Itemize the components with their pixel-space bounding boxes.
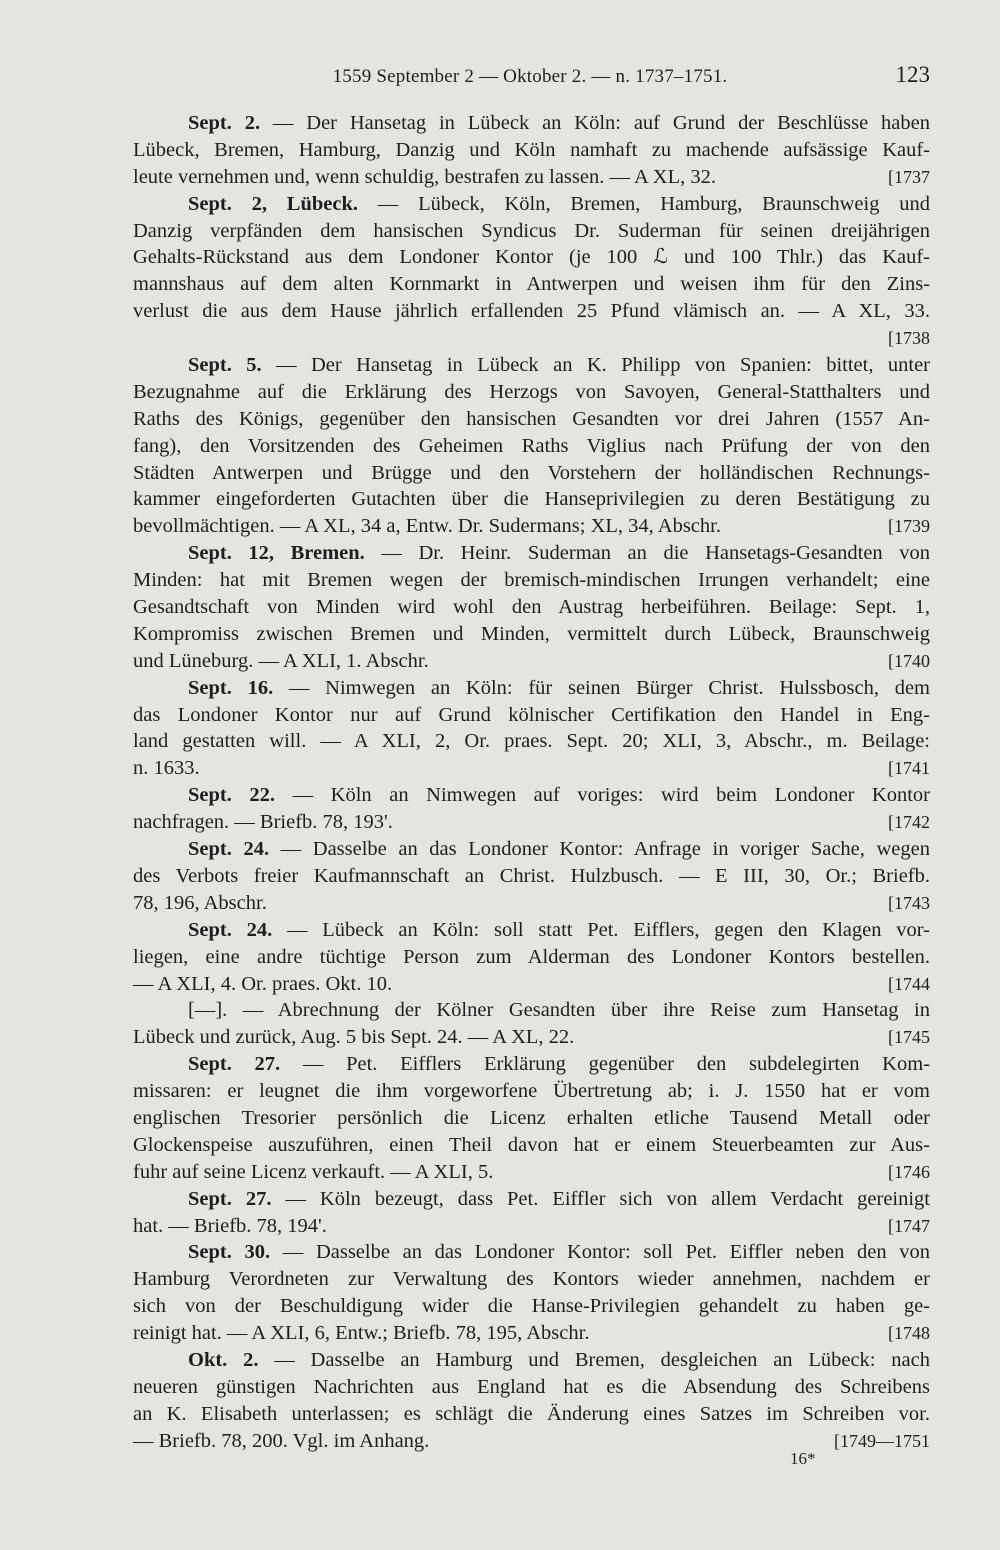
entry-text: — Dr. Heinr. Suderman an die Hansetags-Gesandten von xyxy=(364,542,930,565)
entry-date: Sept. 27. xyxy=(188,1187,272,1210)
entry-line xyxy=(133,1347,930,1374)
regest-entry xyxy=(133,1186,930,1240)
regest-entry xyxy=(133,836,930,917)
regest-entry xyxy=(133,352,930,540)
entry-line xyxy=(133,110,930,137)
entry-line xyxy=(133,809,930,836)
entry-number: [1743 xyxy=(888,892,930,913)
entry-number: [1746 xyxy=(888,1161,930,1182)
entry-text: Gehalts-Rückstand aus dem Londoner Kontor (je 100 ℒ und 100 Thlr.) das Kauf- xyxy=(133,246,930,269)
regest-entry xyxy=(133,1051,930,1185)
entry-line xyxy=(133,648,930,675)
entry-line xyxy=(133,460,930,487)
entry-line xyxy=(133,352,930,379)
entry-text: neueren günstigen Nachrichten aus England hat es die Absendung des Schreibens xyxy=(133,1375,930,1398)
entry-date: Sept. 12, Bremen. xyxy=(188,542,365,565)
regest-entry xyxy=(133,1239,930,1347)
entry-text: — A XLI, 4. Or. praes. Okt. 10. xyxy=(133,972,393,995)
entry-text: mannshaus auf dem alten Kornmarkt in Antwerpen und weisen ihm für den Zins- xyxy=(133,273,930,296)
entry-text: reinigt hat. — A XLI, 6, Entw.; Briefb. 78, 195, Abschr. xyxy=(133,1322,590,1345)
entry-text: Städten Antwerpen und Brügge und den Vorstehern der holländischen Rechnungs- xyxy=(133,461,930,484)
entry-text: Lübeck und zurück, Aug. 5 bis Sept. 24. — A XL, 22. xyxy=(133,1026,575,1049)
entry-text: Danzig verpfänden dem hansischen Syndicus Dr. Suderman für seinen dreijährigen xyxy=(133,219,930,242)
entry-text: — Der Hansetag in Lübeck an K. Philipp von Spanien: bittet, unter xyxy=(261,354,930,377)
entry-line xyxy=(133,1024,930,1051)
entry-line xyxy=(133,1401,930,1428)
entry-line xyxy=(133,755,930,782)
entry-line xyxy=(133,917,930,944)
entry-text: n. 1633. xyxy=(133,757,200,780)
entry-line xyxy=(133,728,930,755)
entry-date: Sept. 2. xyxy=(188,112,261,134)
entry-line xyxy=(133,1159,930,1186)
printer-signature: 16* xyxy=(790,1449,816,1468)
entry-line xyxy=(133,675,930,702)
entry-text: Hamburg Verordneten zur Verwaltung des Kontors wieder annehmen, nachdem er xyxy=(133,1268,930,1291)
entry-text: leute vernehmen und, wenn schuldig, bestrafen zu lassen. — A XL, 32. xyxy=(133,165,716,188)
entry-line xyxy=(133,218,930,245)
entry-text: Bezugnahme auf die Erklärung des Herzogs von Savoyen, General-Statthalters und xyxy=(133,380,930,403)
entry-text: Lübeck, Bremen, Hamburg, Danzig und Köln namhaft zu machende aufsässige Kauf- xyxy=(133,138,930,161)
entry-number: [1742 xyxy=(888,812,930,833)
regest-entry xyxy=(133,675,930,783)
entry-text: englischen Tresorier persönlich die Licenz erhalten etliche Tausend Metall oder xyxy=(133,1106,930,1129)
entry-text: Kompromiss zwischen Bremen und Minden, vermittelt durch Lübeck, Braunschweig xyxy=(133,622,930,645)
entry-line xyxy=(133,244,930,271)
entry-line xyxy=(133,594,930,621)
regest-entry xyxy=(133,917,930,998)
entry-line xyxy=(133,540,930,567)
entry-number: [1747 xyxy=(888,1215,930,1236)
entry-line xyxy=(133,567,930,594)
entry-text: — Köln bezeugt, dass Pet. Eiffler sich von allem Verdacht gereinigt xyxy=(271,1187,931,1210)
entry-line xyxy=(133,513,930,540)
entry-text: fang), den Vorsitzenden des Geheimen Raths Viglius nach Prüfung der von den xyxy=(133,434,930,457)
running-head: 1559 September 2 — Oktober 2. — n. 1737–1751. xyxy=(332,66,728,87)
entry-text: verlust die aus dem Hause jährlich erfallenden 25 Pfund vlämisch an. — A XL, 33. xyxy=(133,300,930,323)
entry-number: [1741 xyxy=(888,758,930,779)
entry-text: [—]. — Abrechnung der Kölner Gesandten über ihre Reise zum Hansetag in xyxy=(188,999,930,1022)
regest-entry xyxy=(133,997,930,1051)
entry-line xyxy=(133,890,930,917)
entry-number: [1738 xyxy=(888,328,930,349)
entry-date: Sept. 22. xyxy=(188,784,276,807)
entry-text: — Lübeck an Köln: soll statt Pet. Eifflers, gegen den Klagen vor- xyxy=(272,918,930,941)
entry-text: das Londoner Kontor nur auf Grund kölnischer Certifikation den Handel in Eng- xyxy=(133,703,930,726)
entry-line xyxy=(133,137,930,164)
entry-text: land gestatten will. — A XLI, 2, Or. praes. Sept. 20; XLI, 3, Abschr., m. Beilage: xyxy=(133,730,930,753)
entry-line xyxy=(133,1293,930,1320)
entry-line xyxy=(133,325,930,352)
entry-line xyxy=(133,379,930,406)
entry-number: [1740 xyxy=(888,650,930,671)
entry-line xyxy=(133,1186,930,1213)
entry-text: kammer eingeforderten Gutachten über die Hanseprivilegien zu deren Bestätigung zu xyxy=(133,488,930,511)
entry-date: Sept. 24. xyxy=(188,918,273,941)
entry-number: [1737 xyxy=(888,166,930,187)
entry-date: Sept. 5. xyxy=(188,354,262,377)
entry-text: — Nimwegen an Köln: für seinen Bürger Christ. Hulssbosch, dem xyxy=(273,676,930,699)
entry-text: Raths des Königs, gegenüber den hansischen Gesandten vor drei Jahren (1557 An- xyxy=(133,407,930,430)
regest-entry xyxy=(133,1347,930,1455)
entry-line xyxy=(133,1213,930,1240)
page-number: 123 xyxy=(895,62,930,87)
entry-date: Okt. 2. xyxy=(188,1348,259,1371)
entry-number: [1744 xyxy=(888,973,930,994)
entry-line xyxy=(133,1105,930,1132)
entry-line xyxy=(133,1078,930,1105)
entry-line xyxy=(133,1051,930,1078)
entry-line xyxy=(133,1266,930,1293)
document-body xyxy=(133,110,930,1455)
entry-line xyxy=(133,836,930,863)
entry-date: Sept. 2, Lübeck. xyxy=(188,192,359,215)
entry-text: Gesandtschaft von Minden wird wohl den Austrag herbeiführen. Beilage: Sept. 1, xyxy=(133,596,930,619)
entry-text: sich von der Beschuldigung wider die Hanse-Privilegien gehandelt zu haben ge- xyxy=(133,1295,930,1318)
entry-line xyxy=(133,971,930,998)
entry-line xyxy=(133,1320,930,1347)
entry-text: — Dasselbe an das Londoner Kontor: soll Pet. Eiffler neben den von xyxy=(270,1241,930,1264)
entry-text: bevollmächtigen. — A XL, 34 a, Entw. Dr. Sudermans; XL, 34, Abschr. xyxy=(133,515,721,538)
entry-text: — Der Hansetag in Lübeck an Köln: auf Grund der Beschlüsse haben xyxy=(260,112,930,134)
entry-number: [1748 xyxy=(888,1323,930,1344)
entry-line xyxy=(133,863,930,890)
entry-text: und Lüneburg. — A XLI, 1. Abschr. xyxy=(133,649,429,672)
regest-entry xyxy=(133,540,930,674)
entry-line xyxy=(133,702,930,729)
entry-text: Minden: hat mit Bremen wegen der bremisch-mindischen Irrungen verhandelt; eine xyxy=(133,569,930,592)
entry-number: [1749—1751 xyxy=(834,1430,930,1451)
entry-text: 78, 196, Abschr. xyxy=(133,891,267,914)
entry-line xyxy=(133,997,930,1024)
entry-line xyxy=(133,191,930,218)
entry-text: nachfragen. — Briefb. 78, 193'. xyxy=(133,811,393,834)
entry-text: — Lübeck, Köln, Bremen, Hamburg, Braunschweig und xyxy=(358,192,930,215)
entry-number: [1745 xyxy=(888,1027,930,1048)
entry-line xyxy=(133,944,930,971)
entry-line xyxy=(133,433,930,460)
entry-line xyxy=(133,1374,930,1401)
entry-text: — Dasselbe an Hamburg und Bremen, desgleichen an Lübeck: nach xyxy=(258,1348,930,1371)
entry-date: Sept. 16. xyxy=(188,676,274,699)
entry-text: des Verbots freier Kaufmannschaft an Christ. Hulzbusch. — E III, 30, Or.; Briefb. xyxy=(133,864,930,887)
entry-text: Glockenspeise auszuführen, einen Theil davon hat er einem Steuerbeamten zur Aus- xyxy=(133,1133,930,1156)
entry-text: missaren: er leugnet die ihm vorgeworfene Übertretung ab; i. J. 1550 hat er vom xyxy=(133,1080,930,1103)
entry-date: Sept. 24. xyxy=(188,838,270,861)
entry-text: an K. Elisabeth unterlassen; es schlägt die Änderung eines Satzes im Schreiben vor. xyxy=(133,1402,930,1425)
entry-line xyxy=(133,406,930,433)
entry-line xyxy=(133,782,930,809)
entry-line xyxy=(133,1132,930,1159)
entry-line xyxy=(133,298,930,325)
entry-date: Sept. 30. xyxy=(188,1241,271,1264)
regest-entry xyxy=(133,110,930,191)
entry-date: Sept. 27. xyxy=(188,1053,281,1076)
entry-text: — Köln an Nimwegen auf voriges: wird beim Londoner Kontor xyxy=(275,784,931,807)
entry-text: — Pet. Eifflers Erklärung gegenüber den subdelegirten Kom- xyxy=(280,1053,930,1076)
entry-line xyxy=(133,271,930,298)
entry-number: [1739 xyxy=(888,516,930,537)
page-header xyxy=(130,62,930,96)
regest-entry xyxy=(133,782,930,836)
entry-line xyxy=(133,621,930,648)
regest-entry xyxy=(133,191,930,352)
entry-text: fuhr auf seine Licenz verkauft. — A XLI, 5. xyxy=(133,1160,494,1183)
entry-text: hat. — Briefb. 78, 194'. xyxy=(133,1214,327,1237)
entry-text: — Dasselbe an das Londoner Kontor: Anfrage in voriger Sache, wegen xyxy=(269,838,930,861)
entry-line xyxy=(133,486,930,513)
entry-line xyxy=(133,164,930,191)
entry-text: liegen, eine andre tüchtige Person zum Alderman des Londoner Kontors bestellen. xyxy=(133,945,930,968)
entry-line xyxy=(133,1239,930,1266)
entry-text: — Briefb. 78, 200. Vgl. im Anhang. xyxy=(133,1429,430,1452)
